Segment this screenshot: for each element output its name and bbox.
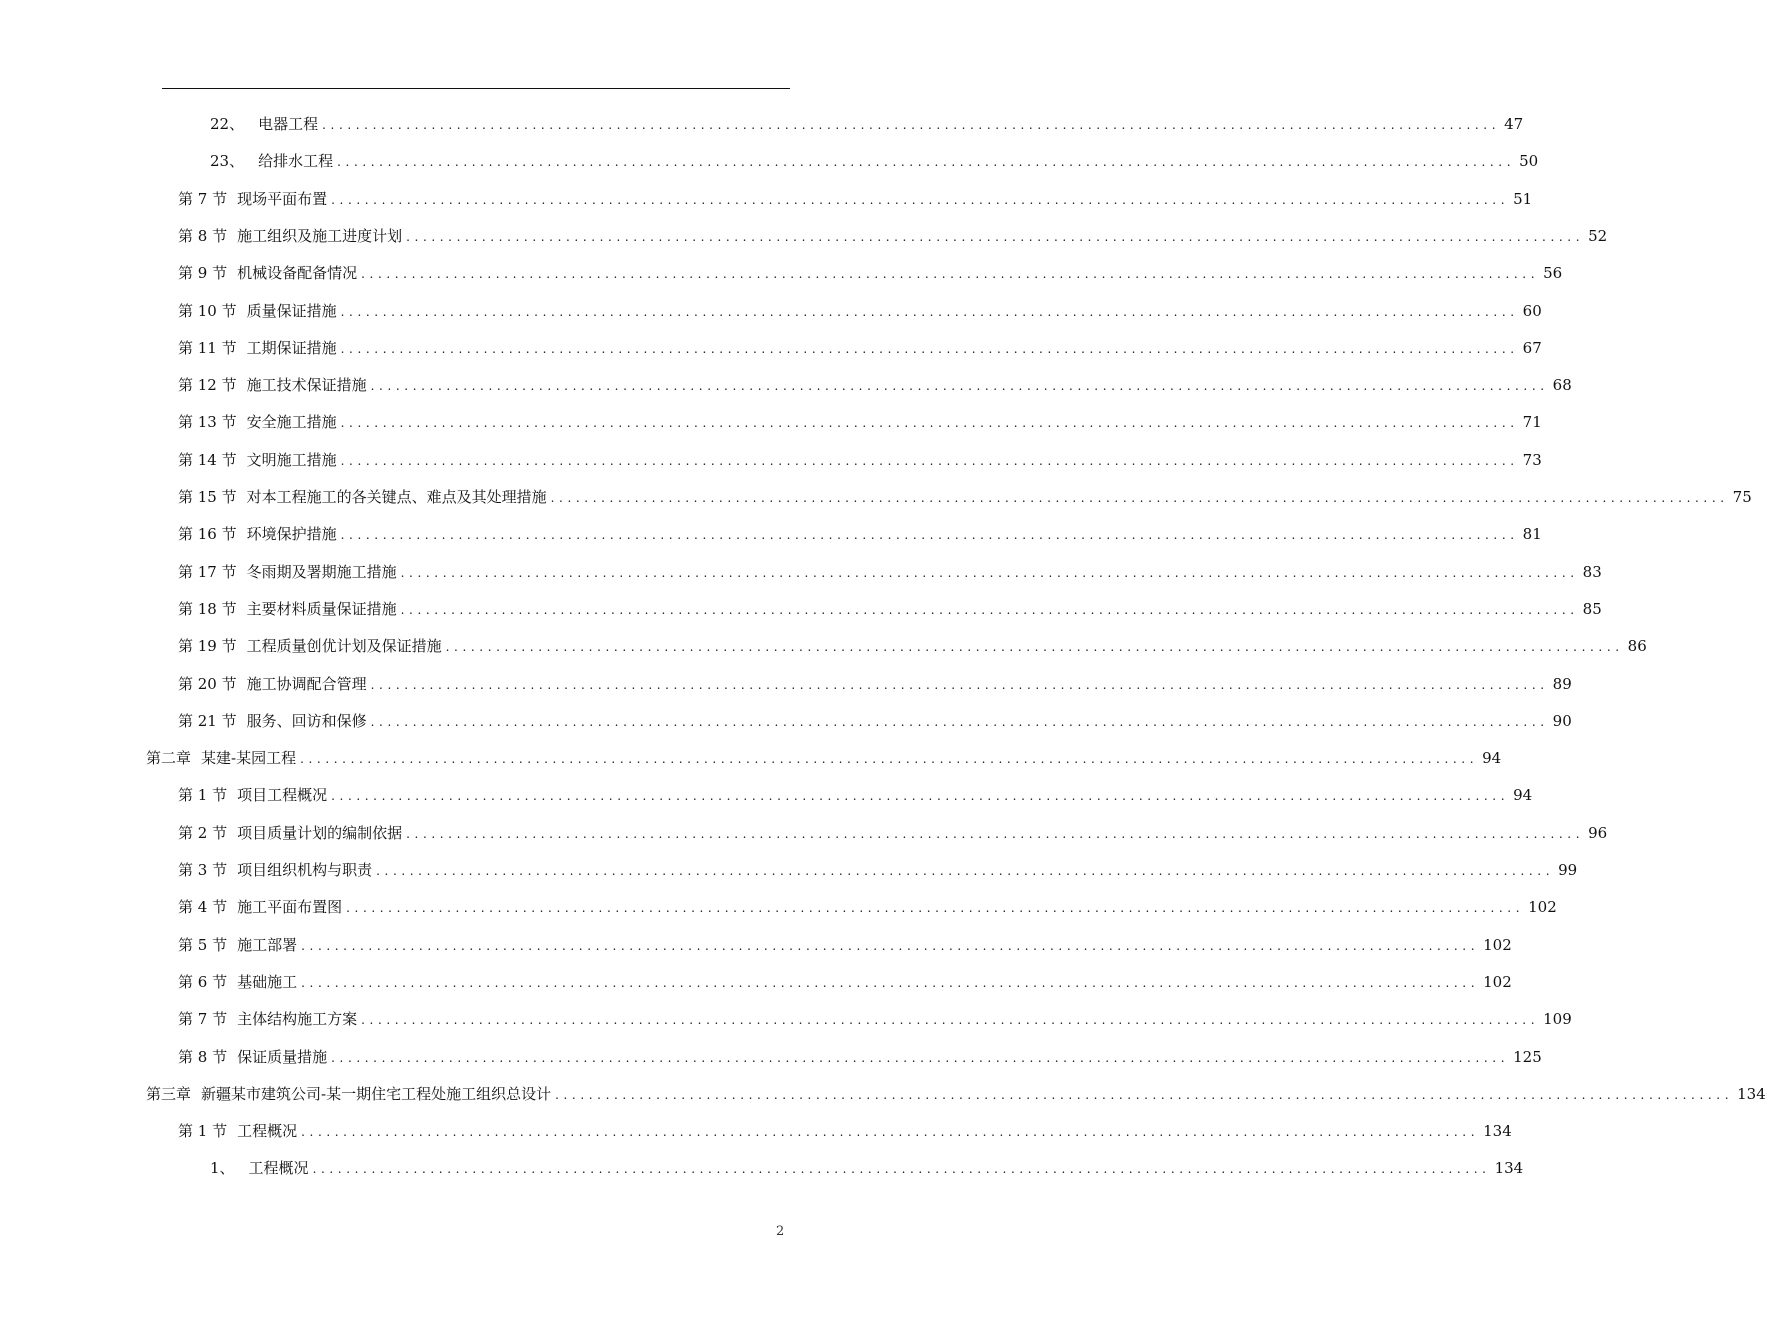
toc-entry-title: 给排水工程 bbox=[258, 152, 334, 171]
toc-entry-title: 工期保证措施 bbox=[246, 338, 337, 357]
toc-entry-number: 第 19 节 bbox=[178, 637, 237, 656]
toc-entry-page: 85 bbox=[1582, 599, 1602, 618]
toc-dot-leader: ............................................................................................................................................ bbox=[331, 192, 1510, 207]
toc-dot-leader: ............................................................................................................................................ bbox=[406, 229, 1585, 244]
toc-entry-page: 67 bbox=[1522, 338, 1542, 357]
toc-entry-page: 86 bbox=[1627, 637, 1647, 656]
toc-entry-page: 99 bbox=[1558, 861, 1578, 879]
toc-dot-leader: ............................................................................................................................................ bbox=[331, 1050, 1510, 1065]
toc-entry-page: 102 bbox=[1483, 935, 1512, 954]
toc-entry-page: 134 bbox=[1483, 1122, 1512, 1141]
toc-entry[interactable] bbox=[178, 597, 1602, 621]
toc-entry[interactable] bbox=[178, 485, 1752, 509]
toc-entry[interactable] bbox=[146, 746, 1502, 770]
toc-entry-page: 134 bbox=[1494, 1159, 1524, 1178]
toc-entry-page: 75 bbox=[1732, 488, 1752, 506]
toc-entry-number: 第 3 节 bbox=[178, 861, 228, 879]
toc-entry-number: 23、 bbox=[210, 152, 245, 171]
toc-entry[interactable] bbox=[178, 858, 1578, 882]
toc-entry-page: 52 bbox=[1588, 226, 1608, 245]
toc-entry[interactable] bbox=[178, 895, 1557, 919]
toc-entry-title: 项目质量计划的编制依据 bbox=[237, 823, 403, 842]
toc-entry-title: 服务、回访和保修 bbox=[246, 711, 367, 730]
toc-entry-number: 1、 bbox=[210, 1159, 235, 1178]
toc-dot-leader: ............................................................................................................................................ bbox=[376, 864, 1555, 878]
toc-entry-title: 某建-某园工程 bbox=[201, 749, 297, 768]
toc-entry-number: 第 2 节 bbox=[178, 823, 228, 842]
toc-entry-number: 第 6 节 bbox=[178, 972, 228, 991]
toc-dot-leader: ............................................................................................................................................ bbox=[400, 565, 1579, 580]
toc-dot-leader: ............................................................................................................................................ bbox=[312, 1162, 1491, 1177]
toc-entry-number: 第 15 节 bbox=[178, 488, 237, 506]
toc-entry-page: 60 bbox=[1522, 301, 1542, 320]
toc-entry-title: 文明施工措施 bbox=[246, 450, 337, 469]
toc-entry-title: 对本工程施工的各关键点、难点及其处理措施 bbox=[246, 488, 547, 506]
toc-entry-number: 第三章 bbox=[146, 1084, 192, 1103]
toc-entry-number: 第 7 节 bbox=[178, 189, 228, 208]
toc-entry[interactable] bbox=[178, 672, 1572, 696]
toc-entry[interactable] bbox=[210, 149, 1539, 173]
toc-entry-page: 71 bbox=[1522, 413, 1542, 432]
toc-dot-leader: ............................................................................................................................................ bbox=[370, 379, 1549, 394]
toc-entry-number: 第 1 节 bbox=[178, 1122, 228, 1141]
toc-entry-number: 第 4 节 bbox=[178, 898, 228, 917]
toc-entry-number: 第二章 bbox=[146, 749, 192, 768]
toc-entry-page: 73 bbox=[1522, 450, 1542, 469]
toc-dot-leader: ............................................................................................................................................ bbox=[322, 118, 1501, 132]
toc-entry-title: 主要材料质量保证措施 bbox=[246, 599, 397, 618]
toc-dot-leader: ............................................................................................................................................ bbox=[346, 901, 1525, 916]
toc-entry[interactable] bbox=[178, 1119, 1512, 1143]
toc-entry[interactable] bbox=[178, 373, 1572, 397]
toc-entry[interactable] bbox=[178, 336, 1542, 360]
toc-entry-title: 施工组织及施工进度计划 bbox=[237, 226, 403, 245]
toc-dot-leader: ............................................................................................................................................ bbox=[340, 341, 1519, 356]
toc-entry[interactable] bbox=[178, 1045, 1542, 1069]
toc-dot-leader: ............................................................................................................................................ bbox=[337, 155, 1516, 170]
toc-dot-leader: ............................................................................................................................................ bbox=[400, 602, 1579, 617]
toc-entry-number: 第 8 节 bbox=[178, 226, 228, 245]
toc-entry[interactable] bbox=[178, 299, 1542, 323]
toc-entry-number: 第 5 节 bbox=[178, 935, 228, 954]
toc-entry-title: 冬雨期及署期施工措施 bbox=[246, 562, 397, 581]
toc-dot-leader: ............................................................................................................................................ bbox=[300, 752, 1479, 767]
toc-entry-title: 主体结构施工方案 bbox=[237, 1010, 358, 1029]
toc-entry-number: 第 1 节 bbox=[178, 786, 228, 805]
toc-entry-page: 81 bbox=[1522, 525, 1542, 544]
toc-entry[interactable] bbox=[178, 783, 1533, 807]
toc-entry[interactable] bbox=[178, 560, 1602, 584]
toc-dot-leader: ............................................................................................................................................ bbox=[331, 789, 1510, 804]
toc-dot-leader: ............................................................................................................................................ bbox=[301, 975, 1480, 990]
toc-entry-page: 94 bbox=[1513, 786, 1533, 805]
toc-entry[interactable] bbox=[146, 1082, 1766, 1106]
toc-entry[interactable] bbox=[178, 522, 1542, 546]
toc-dot-leader: ............................................................................................................................................ bbox=[340, 453, 1519, 468]
toc-entry-number: 第 8 节 bbox=[178, 1047, 228, 1066]
toc-entry-title: 基础施工 bbox=[237, 972, 298, 991]
toc-entry[interactable] bbox=[178, 1007, 1572, 1031]
toc-entry-title: 工程概况 bbox=[237, 1122, 298, 1141]
toc-entry-title: 项目工程概况 bbox=[237, 786, 328, 805]
toc-entry-page: 109 bbox=[1543, 1010, 1572, 1029]
toc-entry-page: 102 bbox=[1483, 972, 1512, 991]
toc-entry-title: 安全施工措施 bbox=[246, 413, 337, 432]
toc-entry-page: 134 bbox=[1737, 1084, 1766, 1103]
toc-entry-number: 第 7 节 bbox=[178, 1010, 228, 1029]
toc-entry[interactable] bbox=[178, 224, 1608, 248]
toc-dot-leader: ............................................................................................................................................ bbox=[555, 1087, 1734, 1102]
toc-entry-page: 102 bbox=[1528, 898, 1557, 917]
toc-entry-page: 51 bbox=[1513, 189, 1533, 208]
toc-dot-leader: ............................................................................................................................................ bbox=[370, 677, 1549, 692]
toc-dot-leader: ............................................................................................................................................ bbox=[340, 304, 1519, 319]
toc-entry-page: 94 bbox=[1482, 749, 1502, 768]
toc-entry-number: 第 10 节 bbox=[178, 301, 237, 320]
toc-entry-number: 第 12 节 bbox=[178, 376, 237, 395]
toc-entry-title: 电器工程 bbox=[258, 115, 319, 133]
toc-entry-page: 83 bbox=[1582, 562, 1602, 581]
toc-entry-page: 47 bbox=[1504, 115, 1524, 133]
toc-dot-leader: ............................................................................................................................................ bbox=[340, 528, 1519, 543]
toc-dot-leader: ............................................................................................................................................ bbox=[361, 267, 1540, 282]
toc-dot-leader: ............................................................................................................................................ bbox=[445, 640, 1624, 655]
page-number: 2 bbox=[776, 1224, 785, 1239]
toc-entry-title: 施工协调配合管理 bbox=[246, 674, 367, 693]
toc-entry-number: 第 17 节 bbox=[178, 562, 237, 581]
header-rule bbox=[162, 88, 790, 89]
toc-entry-page: 125 bbox=[1513, 1047, 1542, 1066]
toc-entry[interactable] bbox=[178, 448, 1542, 472]
toc-entry[interactable] bbox=[178, 970, 1512, 994]
toc-entry-page: 50 bbox=[1519, 152, 1539, 171]
toc-entry-number: 第 16 节 bbox=[178, 525, 237, 544]
toc-entry-number: 第 18 节 bbox=[178, 599, 237, 618]
toc-dot-leader: ............................................................................................................................................ bbox=[550, 491, 1729, 505]
toc-entry[interactable] bbox=[178, 261, 1563, 285]
toc-entry-title: 施工部署 bbox=[237, 935, 298, 954]
toc-entry-title: 工程质量创优计划及保证措施 bbox=[246, 637, 442, 656]
toc-entry[interactable] bbox=[178, 410, 1542, 434]
toc-dot-leader: ............................................................................................................................................ bbox=[370, 714, 1549, 729]
toc-entry-title: 施工平面布置图 bbox=[237, 898, 343, 917]
toc-entry-title: 施工技术保证措施 bbox=[246, 376, 367, 395]
toc-entry-page: 89 bbox=[1552, 674, 1572, 693]
toc-entry-page: 96 bbox=[1588, 823, 1608, 842]
toc-entry-title: 新疆某市建筑公司-某一期住宅工程处施工组织总设计 bbox=[201, 1084, 552, 1103]
toc-entry[interactable] bbox=[178, 933, 1512, 957]
toc-entry-number: 第 13 节 bbox=[178, 413, 237, 432]
toc-entry-title: 环境保护措施 bbox=[246, 525, 337, 544]
toc-entry[interactable] bbox=[178, 821, 1608, 845]
toc-entry-title: 工程概况 bbox=[248, 1159, 309, 1178]
toc-dot-leader: ............................................................................................................................................ bbox=[361, 1013, 1540, 1028]
toc-entry-number: 第 11 节 bbox=[178, 338, 237, 357]
toc-entry-number: 22、 bbox=[210, 115, 245, 133]
toc-dot-leader: ............................................................................................................................................ bbox=[340, 416, 1519, 431]
toc-entry-page: 68 bbox=[1552, 376, 1572, 395]
toc-entry[interactable] bbox=[178, 709, 1572, 733]
toc-dot-leader: ............................................................................................................................................ bbox=[301, 938, 1480, 953]
toc-dot-leader: ............................................................................................................................................ bbox=[301, 1125, 1480, 1140]
toc-entry-page: 90 bbox=[1552, 711, 1572, 730]
toc-entry-title: 项目组织机构与职责 bbox=[237, 861, 373, 879]
toc-entry-page: 56 bbox=[1543, 264, 1563, 283]
toc-dot-leader: ............................................................................................................................................ bbox=[406, 826, 1585, 841]
toc-entry[interactable] bbox=[178, 187, 1533, 211]
toc-entry[interactable] bbox=[210, 112, 1524, 136]
toc-entry-number: 第 20 节 bbox=[178, 674, 237, 693]
toc-entry-title: 现场平面布置 bbox=[237, 189, 328, 208]
toc-entry-number: 第 9 节 bbox=[178, 264, 228, 283]
toc-entry[interactable] bbox=[210, 1156, 1524, 1180]
toc-entry-title: 保证质量措施 bbox=[237, 1047, 328, 1066]
toc-entry-number: 第 21 节 bbox=[178, 711, 237, 730]
toc-entry-number: 第 14 节 bbox=[178, 450, 237, 469]
toc-entry[interactable] bbox=[178, 634, 1647, 658]
toc-entry-title: 质量保证措施 bbox=[246, 301, 337, 320]
toc-entry-title: 机械设备配备情况 bbox=[237, 264, 358, 283]
